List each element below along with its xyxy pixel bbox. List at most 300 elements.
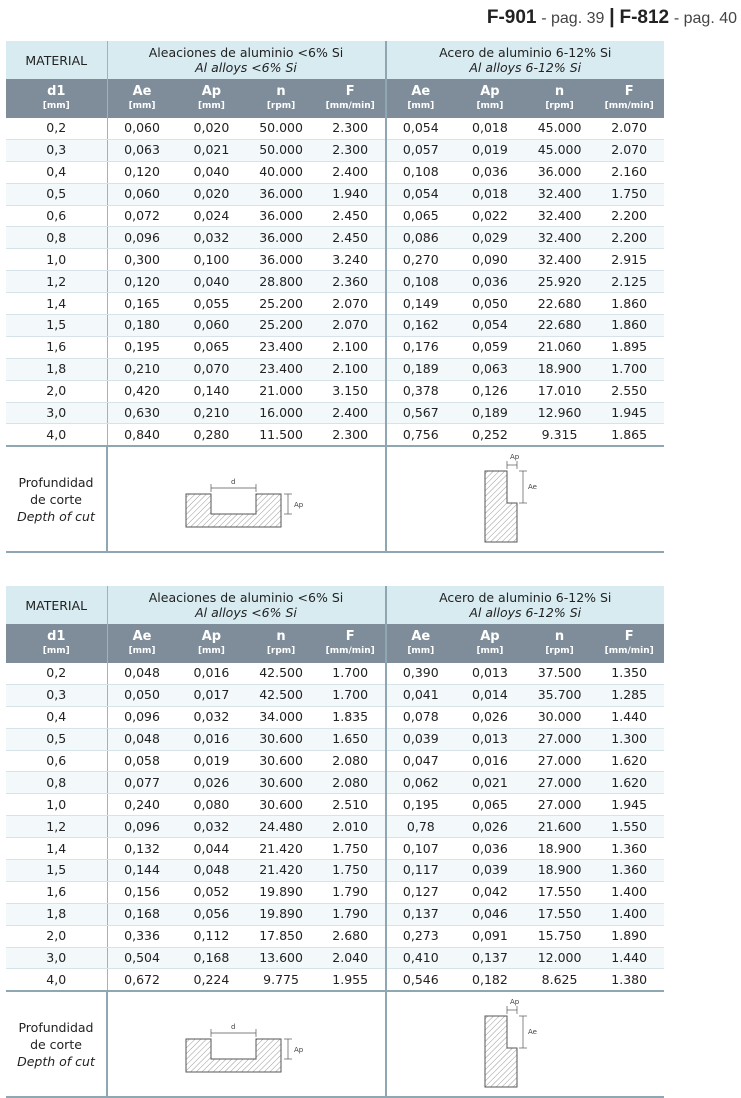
table-row: [6, 161, 664, 183]
column-symbol: F: [345, 628, 355, 644]
diameter-cell: 1,6: [6, 336, 107, 358]
value-cell: 0,021: [177, 139, 247, 161]
value-cell: 1.350: [594, 663, 664, 684]
diameter-cell: 1,0: [6, 249, 107, 271]
value-cell: 0,046: [455, 903, 525, 925]
value-cell: 0,060: [107, 118, 177, 139]
value-cell: 17.850: [246, 925, 316, 947]
column-header: [594, 79, 664, 118]
column-header: [455, 79, 525, 118]
value-cell: 0,240: [107, 794, 177, 816]
value-cell: 0,252: [455, 424, 525, 446]
value-cell: 0,149: [386, 293, 456, 315]
value-cell: 0,162: [386, 315, 456, 337]
value-cell: 0,019: [455, 139, 525, 161]
column-header: [525, 624, 595, 663]
value-cell: 0,180: [107, 315, 177, 337]
value-cell: 1.285: [594, 684, 664, 706]
diameter-cell: 0,3: [6, 684, 107, 706]
value-cell: 0,112: [177, 925, 247, 947]
column-header: [6, 79, 107, 118]
slot-cut-diagram: [176, 462, 316, 532]
value-cell: 0,100: [177, 249, 247, 271]
column-header: [386, 624, 456, 663]
column-unit: [mm/min]: [325, 645, 375, 656]
depth-label-es-1: Profundidad: [18, 474, 94, 490]
value-cell: 0,048: [107, 728, 177, 750]
value-cell: 12.960: [525, 402, 595, 424]
table-row: [6, 794, 664, 816]
table-row: [6, 860, 664, 882]
value-cell: 2.400: [316, 402, 386, 424]
value-cell: 0,059: [455, 336, 525, 358]
value-cell: 1.860: [594, 315, 664, 337]
table-row: [6, 925, 664, 947]
diameter-cell: 2,0: [6, 380, 107, 402]
value-cell: 2.070: [594, 118, 664, 139]
value-cell: 0,224: [177, 969, 247, 991]
material-group-1: [107, 41, 386, 79]
diagram-d-label: d: [231, 1023, 236, 1032]
diagram-ae-label: Ae: [528, 483, 538, 492]
diameter-cell: 0,6: [6, 750, 107, 772]
table-row: [6, 402, 664, 424]
value-cell: 0,024: [177, 205, 247, 227]
value-cell: 12.000: [525, 947, 595, 969]
column-header: [177, 79, 247, 118]
column-header: [525, 79, 595, 118]
diameter-cell: 4,0: [6, 424, 107, 446]
column-symbol: F: [345, 83, 355, 99]
header-separator: |: [609, 6, 615, 28]
value-cell: 0,065: [177, 336, 247, 358]
material-group-2-en: Al alloys 6-12% Si: [469, 605, 582, 620]
value-cell: 0,195: [386, 794, 456, 816]
table-body: [6, 663, 664, 991]
value-cell: 3.150: [316, 380, 386, 402]
table-row: [6, 118, 664, 139]
column-unit: [mm/min]: [325, 100, 375, 111]
column-symbol: Ae: [411, 83, 431, 99]
value-cell: 1.440: [594, 706, 664, 728]
column-header-row: [6, 624, 664, 663]
value-cell: 0,032: [177, 816, 247, 838]
value-cell: 0,055: [177, 293, 247, 315]
value-cell: 0,091: [455, 925, 525, 947]
depth-of-cut-row: [6, 991, 664, 1097]
value-cell: 1.750: [316, 860, 386, 882]
value-cell: 0,176: [386, 336, 456, 358]
diameter-cell: 2,0: [6, 925, 107, 947]
value-cell: 0,017: [177, 684, 247, 706]
value-cell: 37.500: [525, 663, 595, 684]
value-cell: 2.300: [316, 424, 386, 446]
diagram-ae-label: Ae: [528, 1028, 538, 1037]
value-cell: 34.000: [246, 706, 316, 728]
table-row: [6, 684, 664, 706]
diameter-cell: 1,0: [6, 794, 107, 816]
value-cell: 36.000: [246, 183, 316, 205]
diagram-ap-label: Ap: [510, 998, 520, 1007]
value-cell: 0,056: [177, 903, 247, 925]
value-cell: 0,107: [386, 838, 456, 860]
value-cell: 0,300: [107, 249, 177, 271]
shoulder-diagram-cell: [386, 446, 665, 552]
depth-label-es-2: de corte: [30, 1036, 82, 1052]
value-cell: 1.360: [594, 860, 664, 882]
value-cell: 0,189: [386, 358, 456, 380]
material-group-1-en: Al alloys <6% Si: [195, 605, 297, 620]
value-cell: 2.010: [316, 816, 386, 838]
value-cell: 0,050: [455, 293, 525, 315]
table-row: [6, 183, 664, 205]
value-cell: 1.440: [594, 947, 664, 969]
value-cell: 2.550: [594, 380, 664, 402]
value-cell: 1.945: [594, 794, 664, 816]
value-cell: 45.000: [525, 139, 595, 161]
value-cell: 0,032: [177, 706, 247, 728]
value-cell: 36.000: [246, 249, 316, 271]
value-cell: 32.400: [525, 249, 595, 271]
table-row: [6, 424, 664, 446]
value-cell: 0,504: [107, 947, 177, 969]
value-cell: 0,014: [455, 684, 525, 706]
slot-diagram-cell: [107, 446, 386, 552]
column-symbol: d1: [47, 628, 66, 644]
value-cell: 0,026: [455, 706, 525, 728]
value-cell: 0,756: [386, 424, 456, 446]
value-cell: 0,026: [177, 772, 247, 794]
value-cell: 30.600: [246, 728, 316, 750]
value-cell: 0,060: [107, 183, 177, 205]
value-cell: 2.300: [316, 118, 386, 139]
value-cell: 0,127: [386, 881, 456, 903]
table-row: [6, 750, 664, 772]
value-cell: 1.620: [594, 772, 664, 794]
material-group-2: [386, 41, 665, 79]
value-cell: 0,022: [455, 205, 525, 227]
table-row: [6, 293, 664, 315]
value-cell: 0,168: [177, 947, 247, 969]
value-cell: 32.400: [525, 205, 595, 227]
value-cell: 2.400: [316, 161, 386, 183]
column-unit: [mm]: [476, 645, 504, 656]
column-header: [107, 79, 177, 118]
table-row: [6, 728, 664, 750]
page-ref-2: - pag. 40: [673, 10, 737, 27]
value-cell: 0,132: [107, 838, 177, 860]
diagram-d-label: d: [231, 478, 236, 487]
value-cell: 0,060: [177, 315, 247, 337]
value-cell: 2.510: [316, 794, 386, 816]
value-cell: 1.650: [316, 728, 386, 750]
table-row: [6, 315, 664, 337]
value-cell: 0,840: [107, 424, 177, 446]
table-row: [6, 969, 664, 991]
diameter-cell: 0,2: [6, 663, 107, 684]
value-cell: 0,117: [386, 860, 456, 882]
depth-label-en: Depth of cut: [17, 1053, 95, 1069]
value-cell: 0,108: [386, 161, 456, 183]
value-cell: 1.790: [316, 881, 386, 903]
value-cell: 0,672: [107, 969, 177, 991]
column-header: [316, 624, 386, 663]
column-symbol: d1: [47, 83, 66, 99]
value-cell: 0,048: [177, 860, 247, 882]
depth-of-cut-label: [6, 991, 107, 1097]
table-row: [6, 271, 664, 293]
value-cell: 21.060: [525, 336, 595, 358]
column-unit: [rpm]: [545, 100, 574, 111]
table-row: [6, 336, 664, 358]
value-cell: 0,013: [455, 663, 525, 684]
diameter-cell: 1,4: [6, 293, 107, 315]
column-header: [107, 624, 177, 663]
diameter-cell: 1,6: [6, 881, 107, 903]
column-symbol: Ae: [411, 628, 431, 644]
diameter-cell: 0,4: [6, 706, 107, 728]
value-cell: 0,410: [386, 947, 456, 969]
value-cell: 36.000: [246, 205, 316, 227]
value-cell: 1.890: [594, 925, 664, 947]
material-group-1-es: Aleaciones de aluminio <6% Si: [148, 590, 344, 605]
product-code-2: F-812: [619, 7, 670, 28]
table-body: [6, 118, 664, 446]
material-label: MATERIAL: [6, 586, 107, 624]
shoulder-cut-diagram: [455, 447, 595, 547]
value-cell: 0,086: [386, 227, 456, 249]
table-row: [6, 903, 664, 925]
table-row: [6, 358, 664, 380]
value-cell: 17.010: [525, 380, 595, 402]
column-header-row: [6, 79, 664, 118]
value-cell: 0,144: [107, 860, 177, 882]
material-group-1: [107, 586, 386, 624]
table-row: [6, 881, 664, 903]
diameter-cell: 0,8: [6, 227, 107, 249]
value-cell: 1.955: [316, 969, 386, 991]
value-cell: 2.080: [316, 772, 386, 794]
value-cell: 0,080: [177, 794, 247, 816]
value-cell: 0,036: [455, 271, 525, 293]
value-cell: 0,156: [107, 881, 177, 903]
table-row: [6, 205, 664, 227]
cutting-data-table-1: [6, 41, 664, 553]
value-cell: 0,420: [107, 380, 177, 402]
value-cell: 45.000: [525, 118, 595, 139]
value-cell: 1.700: [316, 663, 386, 684]
value-cell: 2.080: [316, 750, 386, 772]
value-cell: 0,096: [107, 706, 177, 728]
value-cell: 40.000: [246, 161, 316, 183]
diameter-cell: 1,5: [6, 860, 107, 882]
shoulder-diagram-cell: [386, 991, 665, 1097]
table-row: [6, 816, 664, 838]
value-cell: 28.800: [246, 271, 316, 293]
column-symbol: n: [276, 628, 286, 644]
value-cell: 0,096: [107, 816, 177, 838]
value-cell: 25.200: [246, 293, 316, 315]
depth-of-cut-label: [6, 446, 107, 552]
material-group-2-en: Al alloys 6-12% Si: [469, 60, 582, 75]
diameter-cell: 3,0: [6, 947, 107, 969]
value-cell: 0,120: [107, 271, 177, 293]
table-row: [6, 772, 664, 794]
value-cell: 0,052: [177, 881, 247, 903]
value-cell: 1.300: [594, 728, 664, 750]
column-symbol: Ap: [480, 83, 500, 99]
column-symbol: Ap: [201, 628, 222, 644]
value-cell: 0,054: [386, 118, 456, 139]
diameter-cell: 1,2: [6, 816, 107, 838]
value-cell: 2.125: [594, 271, 664, 293]
value-cell: 22.680: [525, 293, 595, 315]
column-symbol: Ae: [132, 83, 152, 99]
column-unit: [mm]: [128, 100, 156, 111]
value-cell: 32.400: [525, 183, 595, 205]
column-header: [316, 79, 386, 118]
value-cell: 0,630: [107, 402, 177, 424]
column-header: [386, 79, 456, 118]
value-cell: 0,026: [455, 816, 525, 838]
value-cell: 1.400: [594, 903, 664, 925]
value-cell: 0,054: [386, 183, 456, 205]
value-cell: 1.750: [316, 838, 386, 860]
value-cell: 0,378: [386, 380, 456, 402]
value-cell: 15.750: [525, 925, 595, 947]
material-group-1-en: Al alloys <6% Si: [195, 60, 297, 75]
shoulder-cut-diagram: [455, 992, 595, 1092]
value-cell: 2.100: [316, 336, 386, 358]
value-cell: 0,567: [386, 402, 456, 424]
value-cell: 0,108: [386, 271, 456, 293]
value-cell: 0,336: [107, 925, 177, 947]
value-cell: 2.450: [316, 227, 386, 249]
value-cell: 30.600: [246, 750, 316, 772]
value-cell: 2.200: [594, 227, 664, 249]
value-cell: 0,078: [386, 706, 456, 728]
column-unit: [rpm]: [545, 645, 574, 656]
value-cell: 27.000: [525, 750, 595, 772]
material-header-row: [6, 586, 664, 624]
value-cell: 0,077: [107, 772, 177, 794]
value-cell: 0,040: [177, 161, 247, 183]
value-cell: 2.070: [316, 315, 386, 337]
table-row: [6, 663, 664, 684]
value-cell: 0,016: [177, 728, 247, 750]
value-cell: 0,270: [386, 249, 456, 271]
value-cell: 0,020: [177, 183, 247, 205]
diagram-ap-label: Ap: [510, 453, 520, 462]
value-cell: 11.500: [246, 424, 316, 446]
value-cell: 0,054: [455, 315, 525, 337]
value-cell: 0,390: [386, 663, 456, 684]
column-unit: [mm]: [407, 100, 435, 111]
value-cell: 25.920: [525, 271, 595, 293]
column-unit: [mm]: [476, 100, 504, 111]
value-cell: 18.900: [525, 358, 595, 380]
diameter-cell: 0,4: [6, 161, 107, 183]
value-cell: 32.400: [525, 227, 595, 249]
value-cell: 42.500: [246, 663, 316, 684]
page-ref-1: - pag. 39: [541, 10, 605, 27]
value-cell: 36.000: [525, 161, 595, 183]
depth-label-es-2: de corte: [30, 491, 82, 507]
value-cell: 0,032: [177, 227, 247, 249]
value-cell: 50.000: [246, 118, 316, 139]
value-cell: 0,018: [455, 118, 525, 139]
value-cell: 0,165: [107, 293, 177, 315]
value-cell: 0,029: [455, 227, 525, 249]
value-cell: 1.380: [594, 969, 664, 991]
value-cell: 0,058: [107, 750, 177, 772]
value-cell: 2.680: [316, 925, 386, 947]
value-cell: 0,013: [455, 728, 525, 750]
value-cell: 2.450: [316, 205, 386, 227]
value-cell: 0,020: [177, 118, 247, 139]
value-cell: 0,062: [386, 772, 456, 794]
value-cell: 17.550: [525, 903, 595, 925]
diagram-ap-label: Ap: [294, 501, 304, 510]
table-row: [6, 139, 664, 161]
value-cell: 0,065: [386, 205, 456, 227]
value-cell: 23.400: [246, 336, 316, 358]
value-cell: 30.600: [246, 794, 316, 816]
diameter-cell: 0,3: [6, 139, 107, 161]
value-cell: 1.865: [594, 424, 664, 446]
column-symbol: Ap: [201, 83, 222, 99]
column-unit: [mm]: [197, 100, 225, 111]
value-cell: 1.620: [594, 750, 664, 772]
value-cell: 2.915: [594, 249, 664, 271]
value-cell: 22.680: [525, 315, 595, 337]
value-cell: 0,140: [177, 380, 247, 402]
material-group-2-es: Acero de aluminio 6-12% Si: [439, 45, 612, 60]
material-group-2-es: Acero de aluminio 6-12% Si: [439, 590, 612, 605]
value-cell: 2.070: [316, 293, 386, 315]
value-cell: 0,063: [455, 358, 525, 380]
value-cell: 25.200: [246, 315, 316, 337]
column-header: [455, 624, 525, 663]
value-cell: 1.895: [594, 336, 664, 358]
value-cell: 0,063: [107, 139, 177, 161]
value-cell: 0,096: [107, 227, 177, 249]
page-header: [487, 6, 737, 29]
value-cell: 2.300: [316, 139, 386, 161]
column-symbol: Ae: [132, 628, 152, 644]
material-label: MATERIAL: [6, 41, 107, 79]
diameter-cell: 1,5: [6, 315, 107, 337]
value-cell: 16.000: [246, 402, 316, 424]
value-cell: 30.000: [525, 706, 595, 728]
value-cell: 0,78: [386, 816, 456, 838]
diameter-cell: 0,6: [6, 205, 107, 227]
column-header: [246, 79, 316, 118]
value-cell: 3.240: [316, 249, 386, 271]
value-cell: 2.040: [316, 947, 386, 969]
value-cell: 0,042: [455, 881, 525, 903]
cutting-data-table-2: [6, 586, 664, 1098]
value-cell: 0,044: [177, 838, 247, 860]
column-symbol: n: [554, 83, 565, 99]
value-cell: 13.600: [246, 947, 316, 969]
table-row: [6, 947, 664, 969]
value-cell: 0,210: [107, 358, 177, 380]
product-code-1: F-901: [486, 7, 537, 28]
value-cell: 1.835: [316, 706, 386, 728]
value-cell: 1.860: [594, 293, 664, 315]
value-cell: 1.700: [316, 684, 386, 706]
